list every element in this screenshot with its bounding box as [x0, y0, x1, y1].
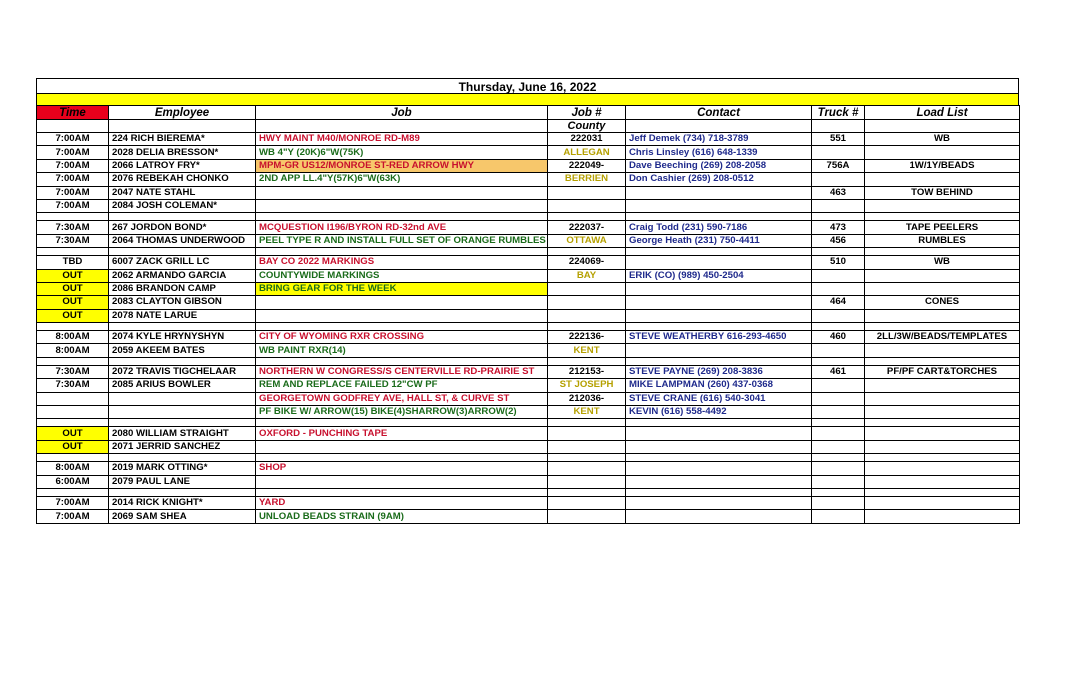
employee-cell [109, 392, 256, 405]
job-cell: PF BIKE W/ ARROW(15) BIKE(4)SHARROW(3)ARROW(2) [256, 406, 548, 419]
employee-cell: 2014 RICK KNIGHT* [109, 496, 256, 509]
time-cell: OUT [37, 269, 109, 282]
load-list-cell [865, 269, 1020, 282]
contact-cell [626, 296, 812, 309]
spacer-row [37, 213, 1020, 221]
table-row [37, 344, 1020, 357]
job-number-cell [548, 440, 626, 453]
job-cell [256, 323, 548, 331]
job-cell: BAY CO 2022 MARKINGS [256, 256, 548, 269]
employee-cell [109, 323, 256, 331]
table-row [37, 510, 1020, 523]
header-job-number: Job # [548, 106, 626, 120]
load-list-cell [865, 357, 1020, 365]
truck-cell [812, 379, 865, 392]
employee-cell: 2047 NATE STAHL [109, 186, 256, 199]
employee-cell: 224 RICH BIEREMA* [109, 133, 256, 146]
time-cell [37, 454, 109, 462]
job-number-cell: 222049- [548, 159, 626, 172]
truck-cell [812, 309, 865, 322]
contact-cell: STEVE WEATHERBY 616-293-4650 [626, 331, 812, 344]
header-job: Job [256, 106, 548, 120]
job-number-cell [548, 282, 626, 295]
job-number-cell [548, 323, 626, 331]
load-list-cell [865, 199, 1020, 212]
truck-cell [812, 440, 865, 453]
title-highlight-bar [36, 94, 1019, 105]
truck-cell: 460 [812, 331, 865, 344]
table-row [37, 234, 1020, 247]
job-cell: GEORGETOWN GODFREY AVE, HALL ST, & CURVE ST [256, 392, 548, 405]
table-row [37, 296, 1020, 309]
time-cell: 8:00AM [37, 462, 109, 475]
job-cell: 2ND APP LL.4"Y(57K)6"W(63K) [256, 173, 548, 186]
spacer-row [37, 454, 1020, 462]
job-number-cell: 212153- [548, 365, 626, 378]
truck-cell: 461 [812, 365, 865, 378]
header-truck: Truck # [812, 106, 865, 120]
load-list-cell: RUMBLES [865, 234, 1020, 247]
load-list-cell [865, 496, 1020, 509]
table-row [37, 133, 1020, 146]
load-list-cell [865, 454, 1020, 462]
header-contact: Contact [626, 106, 812, 120]
job-cell [256, 440, 548, 453]
job-cell: CITY OF WYOMING RXR CROSSING [256, 331, 548, 344]
table-row [37, 269, 1020, 282]
job-cell: YARD [256, 496, 548, 509]
table-row [37, 379, 1020, 392]
job-number-cell [548, 296, 626, 309]
employee-cell: 2084 JOSH COLEMAN* [109, 199, 256, 212]
employee-cell [109, 419, 256, 427]
header-employee-sub [109, 120, 256, 133]
job-number-cell [548, 510, 626, 523]
time-cell: 7:00AM [37, 199, 109, 212]
contact-cell [626, 475, 812, 488]
load-list-cell: TAPE PEELERS [865, 221, 1020, 234]
job-number-cell: 212036- [548, 392, 626, 405]
truck-cell [812, 282, 865, 295]
job-number-cell: KENT [548, 406, 626, 419]
load-list-cell [865, 462, 1020, 475]
job-number-cell [548, 496, 626, 509]
employee-cell: 2078 NATE LARUE [109, 309, 256, 322]
job-number-cell [548, 427, 626, 440]
table-row [37, 173, 1020, 186]
time-cell [37, 213, 109, 221]
time-cell: 7:00AM [37, 173, 109, 186]
job-cell [256, 475, 548, 488]
employee-cell [109, 213, 256, 221]
time-cell: 8:00AM [37, 344, 109, 357]
table-row [37, 496, 1020, 509]
table-row [37, 186, 1020, 199]
table-row [37, 199, 1020, 212]
employee-cell: 2066 LATROY FRY* [109, 159, 256, 172]
load-list-cell: WB [865, 133, 1020, 146]
load-list-cell: TOW BEHIND [865, 186, 1020, 199]
contact-cell [626, 213, 812, 221]
load-list-cell: PF/PF CART&TORCHES [865, 365, 1020, 378]
job-cell: OXFORD - PUNCHING TAPE [256, 427, 548, 440]
contact-cell [626, 496, 812, 509]
truck-cell [812, 419, 865, 427]
header-time: Time [37, 106, 109, 120]
employee-cell: 2072 TRAVIS TIGCHELAAR [109, 365, 256, 378]
header-employee: Employee [109, 106, 256, 120]
contact-cell [626, 440, 812, 453]
job-cell [256, 419, 548, 427]
time-cell: TBD [37, 256, 109, 269]
job-cell [256, 213, 548, 221]
load-list-cell [865, 379, 1020, 392]
employee-cell: 2059 AKEEM BATES [109, 344, 256, 357]
truck-cell [812, 323, 865, 331]
table-row [37, 462, 1020, 475]
employee-cell: 2074 KYLE HRYNYSHYN [109, 331, 256, 344]
time-cell: 6:00AM [37, 475, 109, 488]
employee-cell: 2062 ARMANDO GARCIA [109, 269, 256, 282]
contact-cell [626, 419, 812, 427]
schedule-table [36, 105, 1020, 524]
load-list-cell [865, 440, 1020, 453]
contact-cell [626, 510, 812, 523]
employee-cell: 6007 ZACK GRILL LC [109, 256, 256, 269]
time-cell: OUT [37, 309, 109, 322]
employee-cell: 2083 CLAYTON GIBSON [109, 296, 256, 309]
time-cell: OUT [37, 282, 109, 295]
load-list-cell [865, 510, 1020, 523]
truck-cell [812, 510, 865, 523]
table-row [37, 427, 1020, 440]
load-list-cell [865, 213, 1020, 221]
job-cell: SHOP [256, 462, 548, 475]
time-cell [37, 419, 109, 427]
header-county: County [548, 120, 626, 133]
load-list-cell [865, 392, 1020, 405]
contact-cell: MIKE LAMPMAN (260) 437-0368 [626, 379, 812, 392]
job-number-cell [548, 186, 626, 199]
header-load-sub [865, 120, 1020, 133]
header-truck-sub [812, 120, 865, 133]
contact-cell: Jeff Demek (734) 718-3789 [626, 133, 812, 146]
truck-cell [812, 475, 865, 488]
time-cell: 7:30AM [37, 221, 109, 234]
truck-cell [812, 488, 865, 496]
load-list-cell: 1W/1Y/BEADS [865, 159, 1020, 172]
job-cell [256, 309, 548, 322]
employee-cell: 2064 THOMAS UNDERWOOD [109, 234, 256, 247]
job-cell: NORTHERN W CONGRESS/S CENTERVILLE RD-PRAIRIE ST [256, 365, 548, 378]
job-cell: MCQUESTION I196/BYRON RD-32nd AVE [256, 221, 548, 234]
header-job-sub [256, 120, 548, 133]
employee-cell [109, 454, 256, 462]
contact-cell [626, 323, 812, 331]
job-cell: HWY MAINT M40/MONROE RD-M89 [256, 133, 548, 146]
truck-cell [812, 173, 865, 186]
truck-cell: 756A [812, 159, 865, 172]
truck-cell: 456 [812, 234, 865, 247]
table-row [37, 146, 1020, 159]
contact-cell [626, 199, 812, 212]
employee-cell: 2085 ARIUS BOWLER [109, 379, 256, 392]
table-row [37, 406, 1020, 419]
employee-cell: 2071 JERRID SANCHEZ [109, 440, 256, 453]
job-cell: MPM-GR US12/MONROE ST-RED ARROW HWY [256, 159, 548, 172]
job-number-cell: ALLEGAN [548, 146, 626, 159]
contact-cell [626, 309, 812, 322]
job-cell [256, 488, 548, 496]
truck-cell [812, 199, 865, 212]
truck-cell [812, 496, 865, 509]
job-number-cell: 224069- [548, 256, 626, 269]
job-number-cell: BAY [548, 269, 626, 282]
truck-cell: 464 [812, 296, 865, 309]
table-row [37, 440, 1020, 453]
time-cell: OUT [37, 296, 109, 309]
table-row [37, 221, 1020, 234]
schedule-sheet [36, 78, 1019, 524]
employee-cell: 267 JORDON BOND* [109, 221, 256, 234]
contact-cell: George Heath (231) 750-4411 [626, 234, 812, 247]
employee-cell: 2080 WILLIAM STRAIGHT [109, 427, 256, 440]
contact-cell: STEVE CRANE (616) 540-3041 [626, 392, 812, 405]
time-cell: 7:30AM [37, 365, 109, 378]
schedule-body [37, 133, 1020, 524]
job-number-cell: OTTAWA [548, 234, 626, 247]
table-row [37, 159, 1020, 172]
employee-cell: 2086 BRANDON CAMP [109, 282, 256, 295]
truck-cell [812, 406, 865, 419]
job-number-cell [548, 309, 626, 322]
contact-cell: ERIK (CO) (989) 450-2504 [626, 269, 812, 282]
truck-cell [812, 357, 865, 365]
job-number-cell [548, 475, 626, 488]
truck-cell: 551 [812, 133, 865, 146]
job-cell: WB PAINT RXR(14) [256, 344, 548, 357]
truck-cell [812, 213, 865, 221]
employee-cell: 2079 PAUL LANE [109, 475, 256, 488]
time-cell: OUT [37, 440, 109, 453]
time-cell [37, 392, 109, 405]
load-list-cell [865, 419, 1020, 427]
job-number-cell [548, 199, 626, 212]
job-number-cell [548, 462, 626, 475]
time-cell: 7:00AM [37, 510, 109, 523]
truck-cell [812, 269, 865, 282]
contact-cell: Chris Linsley (616) 648-1339 [626, 146, 812, 159]
load-list-cell [865, 282, 1020, 295]
load-list-cell [865, 146, 1020, 159]
time-cell: 7:30AM [37, 234, 109, 247]
job-number-cell: ST JOSEPH [548, 379, 626, 392]
job-cell: WB 4"Y (20K)6"W(75K) [256, 146, 548, 159]
contact-cell: STEVE PAYNE (269) 208-3836 [626, 365, 812, 378]
spacer-row [37, 357, 1020, 365]
header-row [37, 106, 1020, 120]
job-number-cell [548, 488, 626, 496]
time-cell: 7:00AM [37, 146, 109, 159]
load-list-cell [865, 427, 1020, 440]
contact-cell [626, 357, 812, 365]
load-list-cell [865, 488, 1020, 496]
time-cell [37, 357, 109, 365]
load-list-cell [865, 344, 1020, 357]
page-title: Thursday, June 16, 2022 [36, 78, 1019, 94]
time-cell: 7:30AM [37, 379, 109, 392]
time-cell: OUT [37, 427, 109, 440]
time-cell [37, 248, 109, 256]
job-number-cell [548, 357, 626, 365]
load-list-cell: CONES [865, 296, 1020, 309]
time-cell: 7:00AM [37, 133, 109, 146]
employee-cell: 2019 MARK OTTING* [109, 462, 256, 475]
employee-cell [109, 488, 256, 496]
job-cell [256, 357, 548, 365]
truck-cell [812, 462, 865, 475]
spacer-row [37, 488, 1020, 496]
contact-cell [626, 248, 812, 256]
table-row [37, 309, 1020, 322]
employee-cell [109, 248, 256, 256]
job-number-cell: 222037- [548, 221, 626, 234]
contact-cell [626, 186, 812, 199]
employee-cell: 2076 REBEKAH CHONKO [109, 173, 256, 186]
spacer-row [37, 248, 1020, 256]
truck-cell: 473 [812, 221, 865, 234]
load-list-cell [865, 406, 1020, 419]
contact-cell [626, 282, 812, 295]
time-cell: 7:00AM [37, 159, 109, 172]
contact-cell: Don Cashier (269) 208-0512 [626, 173, 812, 186]
job-cell: REM AND REPLACE FAILED 12"CW PF [256, 379, 548, 392]
job-cell: COUNTYWIDE MARKINGS [256, 269, 548, 282]
header-contact-sub [626, 120, 812, 133]
job-cell: BRING GEAR FOR THE WEEK [256, 282, 548, 295]
job-cell [256, 296, 548, 309]
truck-cell [812, 427, 865, 440]
job-cell: UNLOAD BEADS STRAIN (9AM) [256, 510, 548, 523]
time-cell: 7:00AM [37, 186, 109, 199]
load-list-cell: WB [865, 256, 1020, 269]
contact-cell [626, 427, 812, 440]
load-list-cell [865, 309, 1020, 322]
truck-cell [812, 248, 865, 256]
job-number-cell [548, 454, 626, 462]
truck-cell: 510 [812, 256, 865, 269]
table-row [37, 365, 1020, 378]
contact-cell [626, 488, 812, 496]
job-cell [256, 199, 548, 212]
spacer-row [37, 323, 1020, 331]
contact-cell: Craig Todd (231) 590-7186 [626, 221, 812, 234]
table-row [37, 475, 1020, 488]
job-cell [256, 454, 548, 462]
employee-cell [109, 357, 256, 365]
job-number-cell: 222031 [548, 133, 626, 146]
time-cell [37, 323, 109, 331]
job-cell: PEEL TYPE R AND INSTALL FULL SET OF ORANGE RUMBLES [256, 234, 548, 247]
employee-cell: 2028 DELIA BRESSON* [109, 146, 256, 159]
header-load-list: Load List [865, 106, 1020, 120]
header-row-sub [37, 120, 1020, 133]
contact-cell [626, 344, 812, 357]
contact-cell [626, 454, 812, 462]
employee-cell: 2069 SAM SHEA [109, 510, 256, 523]
truck-cell [812, 146, 865, 159]
truck-cell [812, 344, 865, 357]
job-number-cell [548, 419, 626, 427]
table-row [37, 331, 1020, 344]
job-number-cell [548, 213, 626, 221]
time-cell [37, 406, 109, 419]
contact-cell: Dave Beeching (269) 208-2058 [626, 159, 812, 172]
load-list-cell [865, 173, 1020, 186]
load-list-cell [865, 475, 1020, 488]
header-time-sub [37, 120, 109, 133]
table-row [37, 392, 1020, 405]
time-cell: 7:00AM [37, 496, 109, 509]
table-row [37, 256, 1020, 269]
table-row [37, 282, 1020, 295]
job-cell [256, 186, 548, 199]
contact-cell [626, 256, 812, 269]
truck-cell: 463 [812, 186, 865, 199]
time-cell: 8:00AM [37, 331, 109, 344]
load-list-cell [865, 248, 1020, 256]
load-list-cell: 2LL/3W/BEADS/TEMPLATES [865, 331, 1020, 344]
employee-cell [109, 406, 256, 419]
truck-cell [812, 392, 865, 405]
time-cell [37, 488, 109, 496]
contact-cell [626, 462, 812, 475]
job-cell [256, 248, 548, 256]
job-number-cell [548, 248, 626, 256]
truck-cell [812, 454, 865, 462]
job-number-cell: KENT [548, 344, 626, 357]
job-number-cell: BERRIEN [548, 173, 626, 186]
spacer-row [37, 419, 1020, 427]
contact-cell: KEVIN (616) 558-4492 [626, 406, 812, 419]
job-number-cell: 222136- [548, 331, 626, 344]
load-list-cell [865, 323, 1020, 331]
